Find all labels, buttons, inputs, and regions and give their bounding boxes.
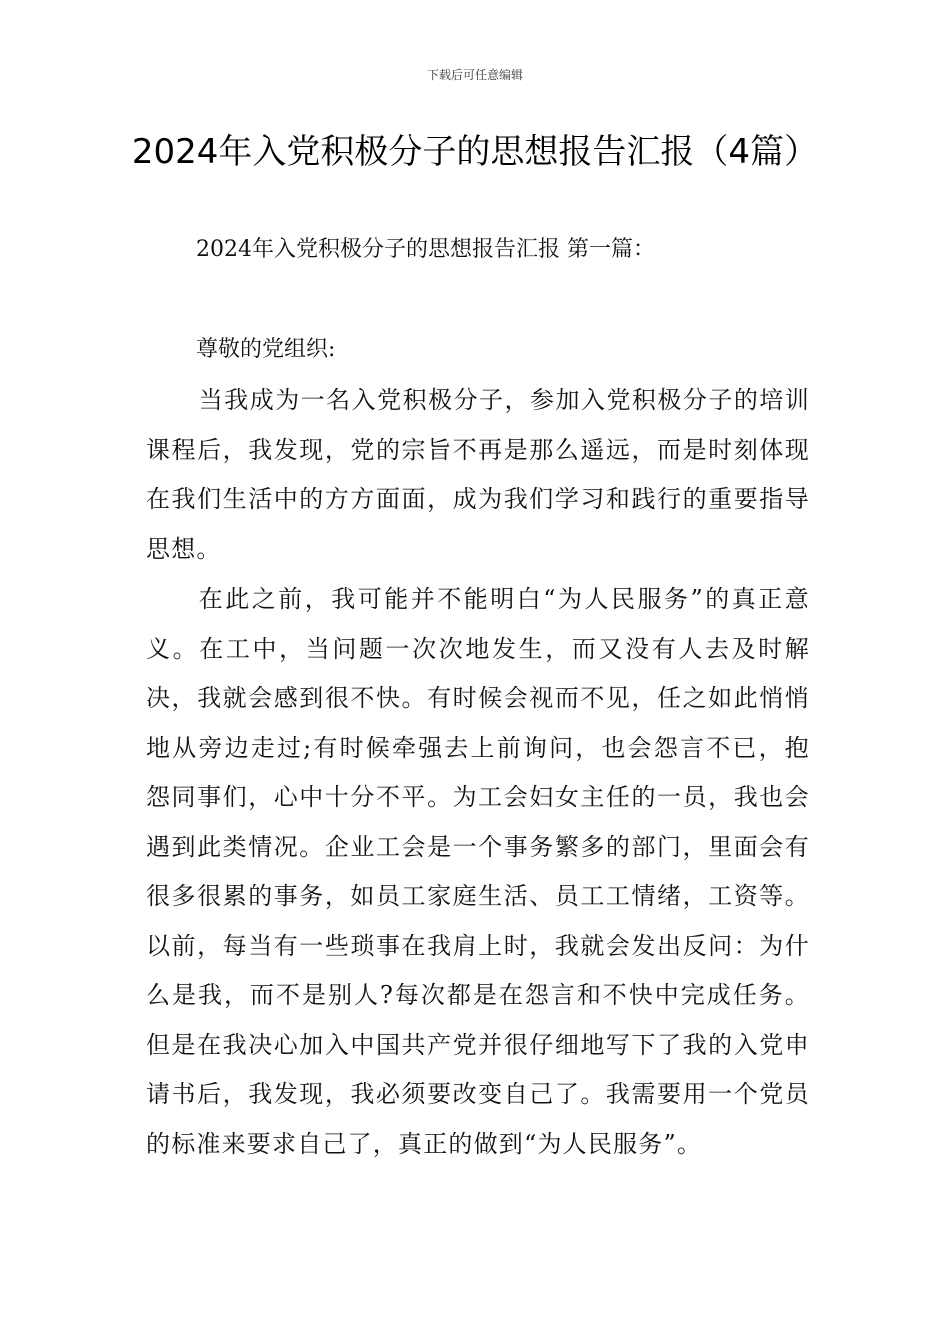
salutation: 尊敬的党组织: — [196, 337, 336, 362]
body-paragraph-1: 当我成为一名入党积极分子，参加入党积极分子的培训课程后，我发现，党的宗旨不再是那么遥远，而是时刻体现在我们生活中的方方面面，成为我们学习和践行的重要指导思想。 — [146, 386, 810, 563]
header-watermark: 下载后可任意编辑 — [426, 68, 523, 82]
body-paragraph-2: 在此之前，我可能并不能明白“为人民服务”的真正意义。在工中，当问题一次次地发生，而又没有人去及时解决，我就会感到很不快。有时候会视而不见，任之如此悄悄地从旁边走过;有时候牵强去上前询问，也会怨言不已，抱怨同事们，心中十分不平。为工会妇女主任的一员，我也会遇到此类情况。企业工会是一个事务繁多的部门，里面会有很多很累的事务，如员工家庭生活、员工工情绪，工资等。以前，每当有一些琐事在我肩上时，我就会发出反问：为什么是我，而不是别人?每次都是在怨言和不快中完成任务。但是在我决心加入中国共产党并很仔细地写下了我的入党申请书后，我发现，我必须要改变自己了。我需要用一个党员的标准来要求自己了，真正的做到“为人民服务”。 — [146, 585, 810, 1158]
document-subtitle: 2024年入党积极分子的思想报告汇报 第一篇： — [196, 237, 655, 262]
document-title: 2024年入党积极分子的思想报告汇报（4篇） — [131, 132, 819, 172]
